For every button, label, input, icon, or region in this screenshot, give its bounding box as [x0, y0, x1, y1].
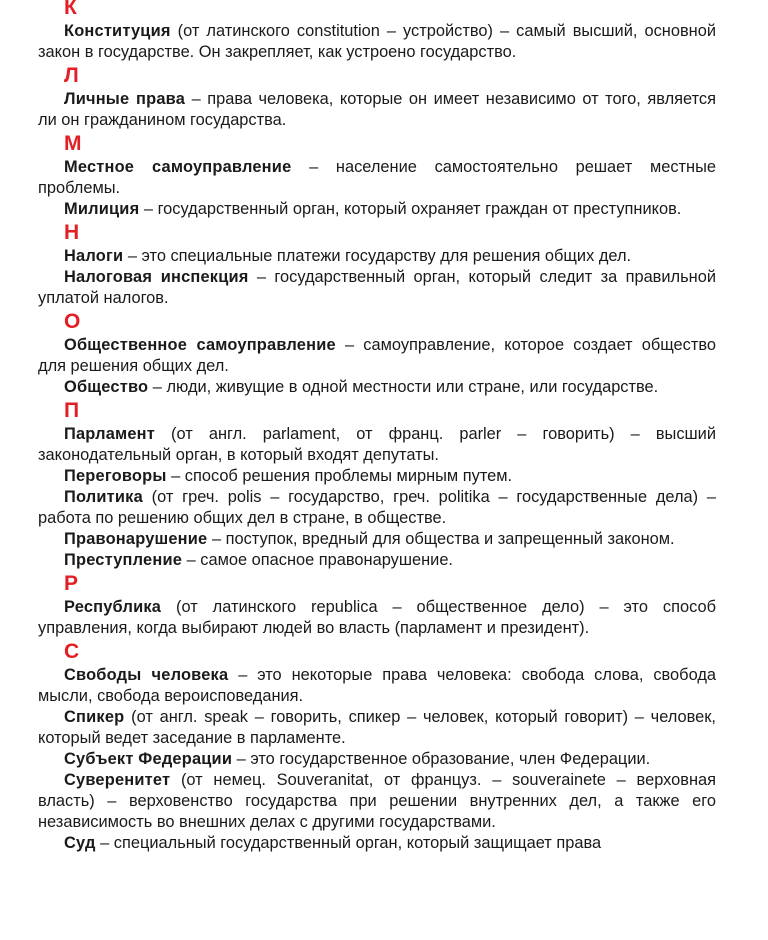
entry-term: Суд	[64, 834, 96, 852]
entry-definition: (от англ. speak – говорить, спикер – человек, который говорит) – человек, который ведет заседание в парламенте.	[38, 708, 716, 747]
entry-definition: – это государственное образование, член Федерации.	[232, 750, 651, 768]
entry-term: Общественное самоуправление	[64, 336, 336, 354]
glossary-entry	[38, 267, 716, 309]
entry-term: Преступление	[64, 551, 183, 569]
section-letter: С	[64, 640, 80, 663]
entry-term: Парламент	[64, 425, 155, 443]
entry-term: Правонарушение	[64, 530, 208, 548]
section-letter: Л	[64, 64, 79, 87]
entry-definition: – это специальные платежи государству для решения общих дел.	[123, 247, 632, 265]
section-letter: К	[64, 0, 77, 19]
entry-term: Суверенитет	[64, 771, 171, 789]
entry-definition: – государственный орган, который следит за правильной уплатой налогов.	[38, 268, 716, 307]
entry-term: Переговоры	[64, 467, 167, 485]
entry-definition: (от греч. polis – государство, греч. politika – государственные дела) – работа по решению общих дел в стране, в обществе.	[38, 488, 716, 527]
entry-definition: – государственный орган, который охраняет граждан от преступников.	[139, 200, 682, 218]
glossary-entry	[38, 529, 716, 550]
glossary-entry	[38, 377, 716, 398]
entry-definition: – самоуправление, которое создает общество для решения общих дел.	[38, 336, 716, 375]
entry-definition: – специальный государственный орган, который защищает права	[95, 834, 602, 852]
glossary-entry	[38, 707, 716, 749]
entry-definition: (от англ. parlament, от франц. parler – говорить) – высший законодательный орган, в который входят депутаты.	[38, 425, 716, 464]
entry-definition: (от латинского republica – общественное дело) – это способ управления, когда выбирают людей во власть (парламент и президент).	[38, 598, 716, 637]
glossary-entry	[38, 597, 716, 639]
entry-term: Милиция	[64, 200, 140, 218]
entry-definition: (от латинского constitution – устройство) – самый высший, основной закон в государстве. Он закрепляет, как устроено государство.	[38, 22, 716, 61]
section-letter: Н	[64, 221, 80, 244]
section-letter: М	[64, 132, 82, 155]
entry-definition: – это некоторые права человека: свобода слова, свобода мысли, свобода вероисповедания.	[38, 666, 716, 705]
entry-term: Спикер	[64, 708, 125, 726]
glossary-entry	[38, 466, 716, 487]
glossary-entry	[38, 157, 716, 199]
entry-definition: – самое опасное правонарушение.	[182, 551, 453, 569]
glossary-entry	[38, 749, 716, 770]
entry-term: Налоговая инспекция	[64, 268, 249, 286]
glossary-entry	[38, 550, 716, 571]
glossary-entry	[38, 199, 716, 220]
entry-definition: – права человека, которые он имеет независимо от того, является ли он гражданином государства.	[38, 90, 716, 129]
entry-definition: (от немец. Souveranitat, от француз. – souverainete – верховная власть) – верховенство государства при решении внутренних дел, а также его независимость во внешних делах с другими государствами.	[38, 771, 716, 831]
section-letter: Р	[64, 572, 79, 595]
entry-definition: – поступок, вредный для общества и запрещенный законом.	[207, 530, 675, 548]
entry-definition: – способ решения проблемы мирным путем.	[166, 467, 513, 485]
section-letter: П	[64, 399, 80, 422]
entry-term: Политика	[64, 488, 143, 506]
entry-term: Налоги	[64, 247, 124, 265]
glossary-entry	[38, 665, 716, 707]
glossary-entry	[38, 246, 716, 267]
glossary-entry	[38, 424, 716, 466]
entry-term: Местное самоуправление	[64, 158, 292, 176]
entry-term: Республика	[64, 598, 162, 616]
glossary-entry	[38, 833, 716, 854]
glossary-page	[38, 0, 716, 854]
glossary-entry	[38, 89, 716, 131]
entry-term: Личные права	[64, 90, 186, 108]
entry-definition: – население самостоятельно решает местные проблемы.	[38, 158, 716, 197]
glossary-entry	[38, 487, 716, 529]
entry-definition: – люди, живущие в одной местности или стране, или государстве.	[148, 378, 659, 396]
entry-term: Свободы человека	[64, 666, 229, 684]
entry-term: Общество	[64, 378, 149, 396]
glossary-entry	[38, 770, 716, 833]
glossary-entry	[38, 335, 716, 377]
section-letter: О	[64, 310, 81, 333]
glossary-entry	[38, 21, 716, 63]
entry-term: Субъект Федерации	[64, 750, 233, 768]
entry-term: Конституция	[64, 22, 171, 40]
